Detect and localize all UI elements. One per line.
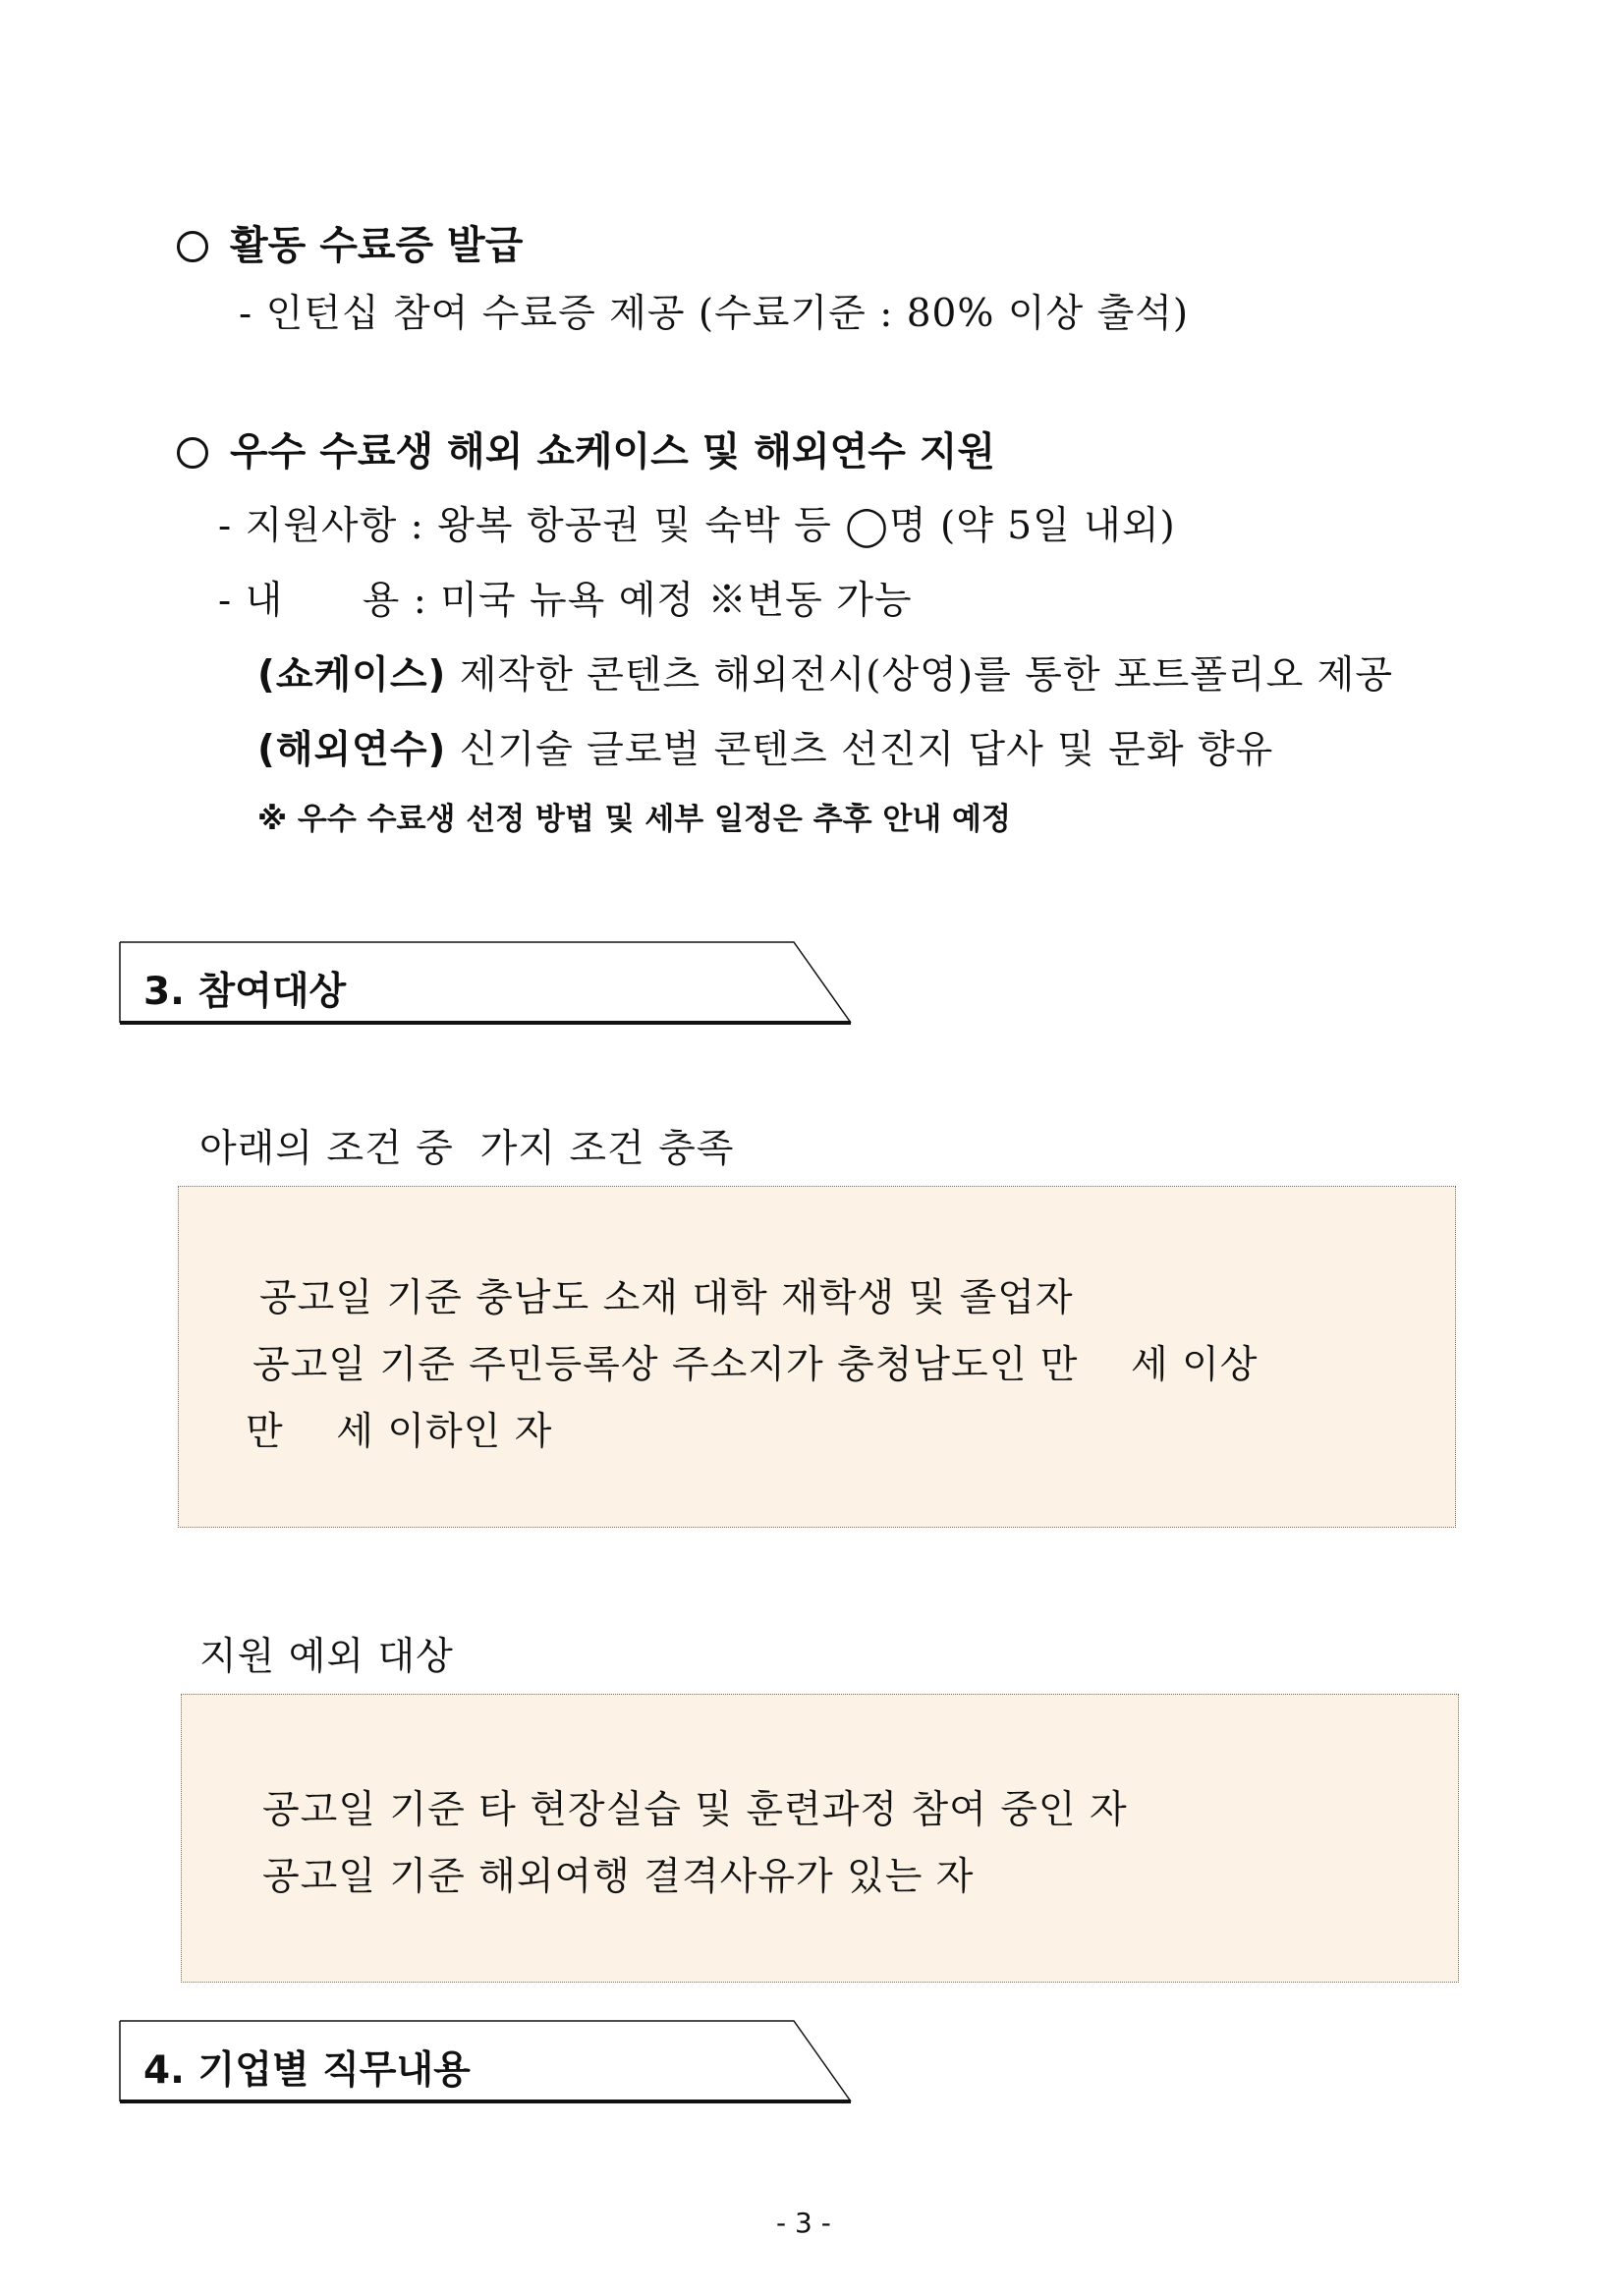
section4-title: 4. 기업별 직무내용 <box>143 2048 471 2093</box>
showcase-text: 제작한 콘텐츠 해외전시(상영)를 통한 포트폴리오 제공 <box>446 653 1394 698</box>
exclusion-intro: 지원 예외 대상 <box>199 1635 454 1679</box>
exclusion-line: 공고일 기준 해외여행 결격사유가 있는 자 <box>262 1855 975 1899</box>
exclusions-box <box>181 1694 1459 1983</box>
condition-line: 공고일 기준 충남도 소재 대학 재학생 및 졸업자 <box>259 1276 1074 1320</box>
training-label: (해외연수) <box>257 728 447 772</box>
support-content: - 내 용 : 미국 뉴욕 예정 ※변동 가능 <box>218 579 913 623</box>
training-text: 신기술 글로벌 콘텐츠 선진지 답사 및 문화 향유 <box>446 728 1274 772</box>
condition-intro: 아래의 조건 중 가지 조건 충족 <box>199 1127 735 1171</box>
support-items: - 지원사항 : 왕복 항공권 및 숙박 등 ◯명 (약 5일 내외) <box>218 504 1176 548</box>
condition-line: 만 세 이하인 자 <box>246 1410 553 1454</box>
circle-bullet-icon <box>177 437 208 469</box>
heading-overseas-support: 우수 수료생 해외 쇼케이스 및 해외연수 지원 <box>177 420 995 476</box>
showcase-label: (쇼케이스) <box>257 653 447 698</box>
page-number: - 3 - <box>776 2207 831 2239</box>
certificate-detail: - 인턴십 참여 수료증 제공 (수료기준 : 80% 이상 출석) <box>239 292 1190 336</box>
showcase-line <box>257 644 1393 700</box>
section3-title: 3. 참여대상 <box>143 970 347 1014</box>
conditions-box <box>178 1186 1456 1528</box>
training-line <box>257 719 1273 774</box>
exclusion-line: 공고일 기준 타 현장실습 및 훈련과정 참여 중인 자 <box>262 1788 1128 1832</box>
condition-line: 공고일 기준 주민등록상 주소지가 충청남도인 만 세 이상 <box>252 1343 1259 1387</box>
selection-note: ※ 우수 수료생 선정 방법 및 세부 일정은 추후 안내 예정 <box>257 802 1011 837</box>
heading-certificate: 활동 수료증 발급 <box>177 214 523 270</box>
circle-bullet-icon <box>177 231 208 262</box>
